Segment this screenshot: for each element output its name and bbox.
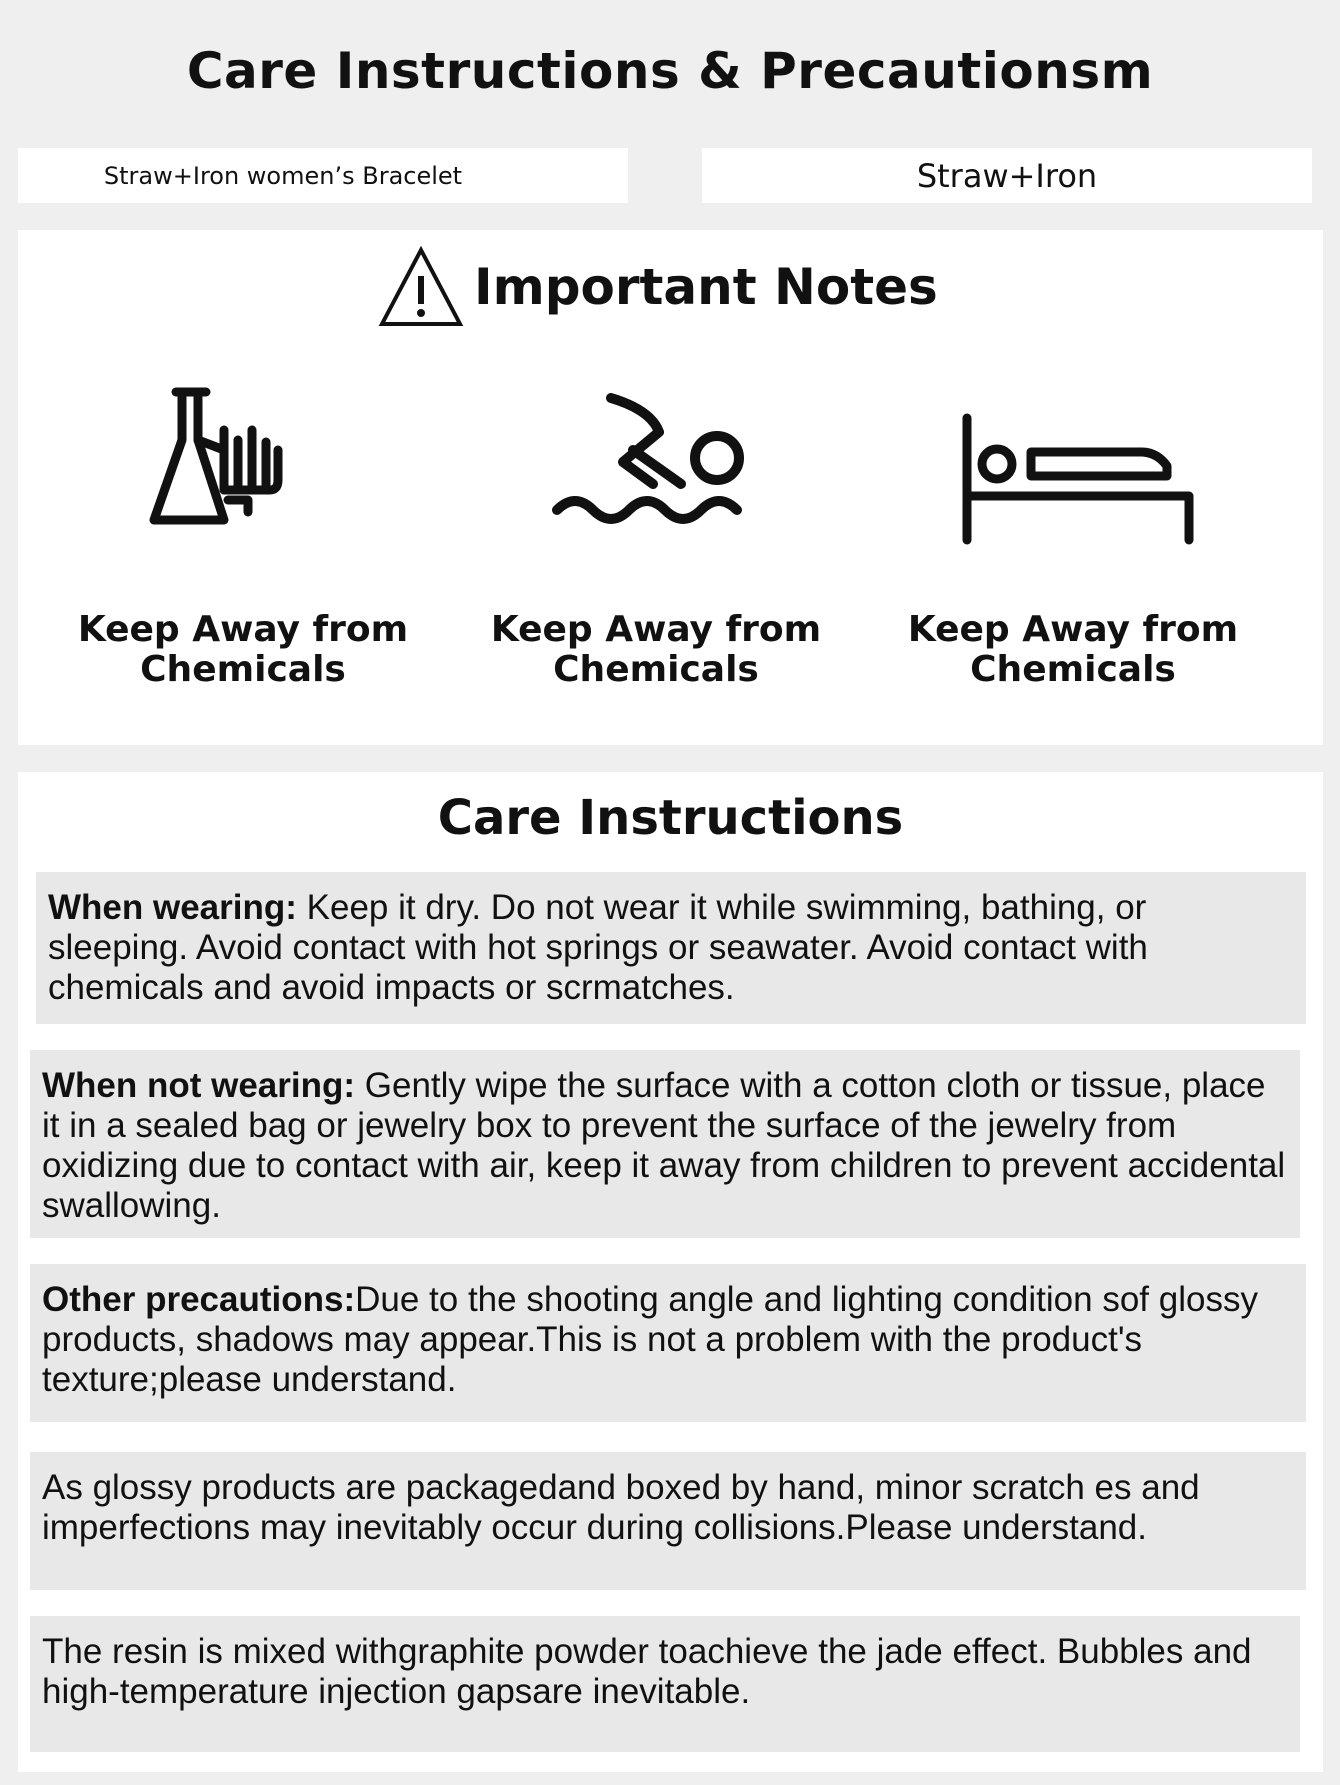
care-instructions-title: Care Instructions <box>437 790 904 846</box>
when-not-wearing-label: When not wearing: <box>42 1066 356 1105</box>
important-notes-panel <box>18 230 1323 745</box>
other-precautions-text: Due to the shooting angle and lighting condition sof glossy products, shadows may appear.This is not a problem with the product's texture;please understand. <box>42 1280 1258 1399</box>
important-notes-title: Important Notes <box>474 258 938 316</box>
important-notes-header <box>378 242 938 332</box>
other-precautions-box <box>30 1264 1306 1422</box>
when-not-wearing-box <box>30 1050 1300 1238</box>
glossy-note-box <box>30 1452 1306 1590</box>
resin-note-text: The resin is mixed withgraphite powder toachieve the jade effect. Bubbles and high-temperature injection gapsare inevitable. <box>42 1632 1252 1711</box>
other-precautions-label: Other precautions: <box>42 1280 356 1319</box>
chemicals-icon <box>138 380 378 560</box>
when-wearing-label: When wearing: <box>48 888 297 927</box>
swimming-icon <box>541 380 781 560</box>
resin-note-box <box>30 1616 1300 1752</box>
when-not-wearing-text: Gently wipe the surface with a cotton cloth or tissue, place it in a sealed bag or jewelry box to prevent the surface of the jewelry from oxidizing due to contact with air, keep it away from children to prevent accidental swallowing. <box>42 1066 1286 1225</box>
chemicals-label-line1: Keep Away from <box>77 609 409 650</box>
page-title: Care Instructions & Precautionsm <box>186 42 1154 100</box>
material-tag <box>702 148 1312 203</box>
product-name-tag <box>18 148 628 203</box>
care-instructions-panel <box>18 772 1323 1772</box>
when-wearing-box <box>36 872 1306 1024</box>
material-text: Straw+Iron <box>916 156 1098 195</box>
swimming-label-line2: Chemicals <box>553 649 759 690</box>
bed-label <box>883 610 1263 690</box>
bed-label-line1: Keep Away from <box>907 609 1239 650</box>
product-name-text: Straw+Iron women’s Bracelet <box>103 161 463 190</box>
swimming-label-line1: Keep Away from <box>490 609 822 650</box>
when-wearing-text: Keep it dry. Do not wear it while swimming, bathing, or sleeping. Avoid contact with hot springs or seawater. Avoid contact with chemicals and avoid impacts or scrmatches. <box>48 888 1148 1007</box>
glossy-note-text: As glossy products are packagedand boxed by hand, minor scratch es and imperfections may inevitably occur during collisions.Please understand. <box>42 1468 1200 1547</box>
warning-icon <box>378 246 464 328</box>
chemicals-label <box>53 610 433 690</box>
bed-icon <box>961 380 1201 560</box>
bed-label-line2: Chemicals <box>970 649 1176 690</box>
chemicals-label-line2: Chemicals <box>140 649 346 690</box>
swimming-label <box>466 610 846 690</box>
